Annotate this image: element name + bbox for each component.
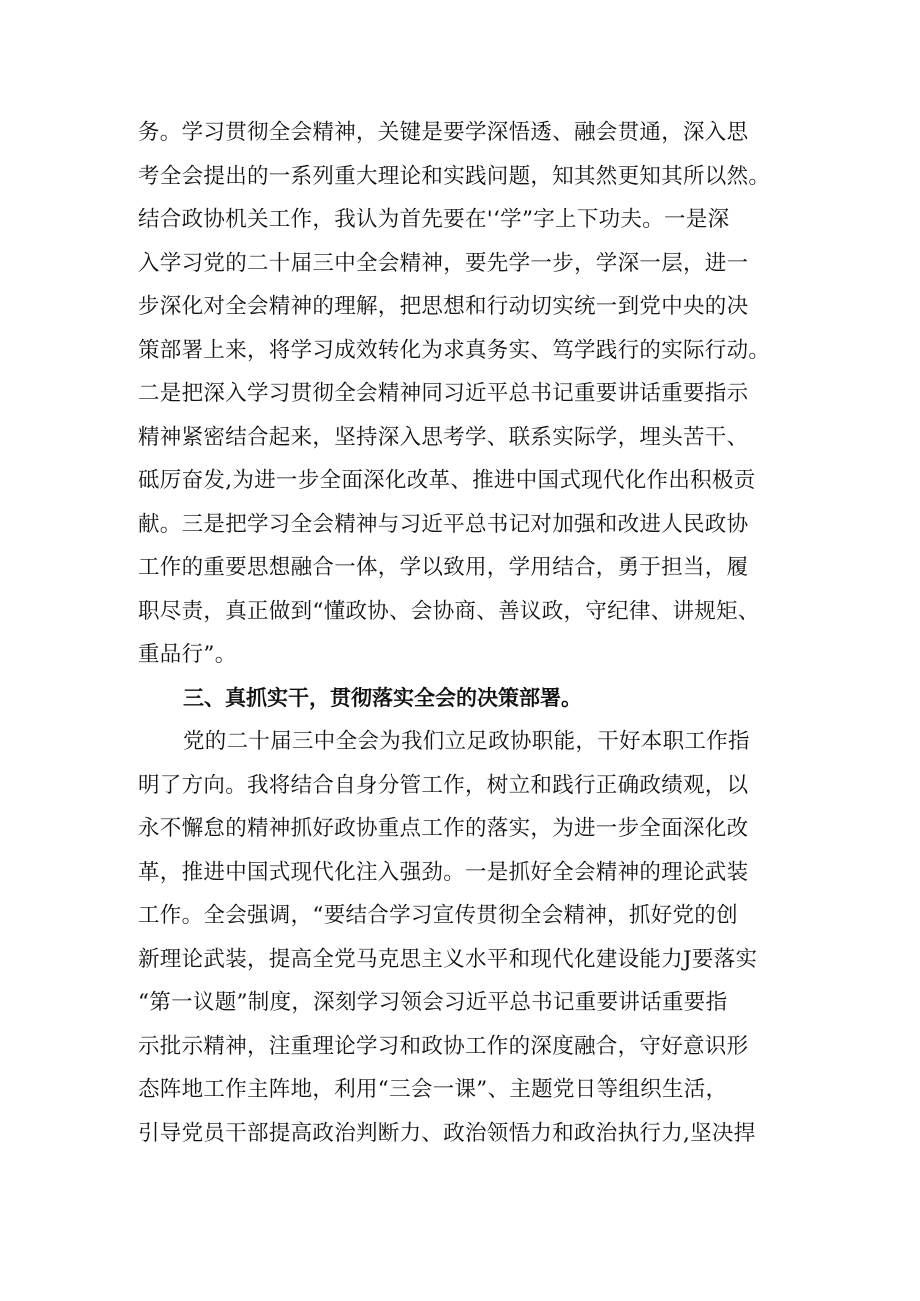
text-line: 重品行”。: [138, 642, 237, 667]
text-line: 引导党员干部提高政治判断力、政治领悟力和政治执行力,坚决捍: [138, 1120, 756, 1146]
text-line: 精神紧密结合起来，坚持深入思考学、联系实际学，埋头苦干、: [138, 424, 749, 450]
text-line: 考全会提出的一系列重大理论和实践问题，知其然更知其所以然。: [138, 163, 771, 189]
text-line: 明了方向。我将结合自身分管工作，树立和践行正确政绩观，以: [138, 772, 749, 798]
paragraph-first-line: 党的二十届三中全会为我们立足政协职能，干好本职工作指: [183, 729, 750, 754]
text-line: 二是把深入学习贯彻全会精神同习近平总书记重要讲话重要指示: [138, 381, 749, 406]
text-line: 献。三是把学习全会精神与习近平总书记对加强和改进人民政协: [138, 511, 749, 537]
text-line: 入学习党的二十届三中全会精神，要先学一步，学深一层，进一: [138, 250, 749, 276]
text-line: 态阵地工作主阵地，利用“三会一课”、主题党日等组织生活，: [138, 1077, 728, 1102]
text-line: 职尽责，真正做到“懂政协、会协商、善议政，守纪律、讲规矩、: [138, 598, 760, 624]
text-line: “第一议题”制度，深刻学习领会习近平总书记重要讲话重要指: [138, 990, 728, 1015]
text-line: 革，推进中国式现代化注入强劲。一是抓好全会精神的理论武装: [138, 859, 749, 885]
text-line: 步深化对全会精神的理解，把思想和行动切实统一到党中央的决: [138, 294, 749, 319]
text-line: 永不懈怠的精神抓好政协重点工作的落实，为进一步全面深化改: [138, 816, 749, 841]
text-line: 务。学习贯彻全会精神，关键是要学深悟透、融会贯通，深入思: [138, 120, 749, 145]
text-line: 结合政协机关工作，我认为首先要在'‘学”字上下功夫。一是深: [138, 207, 730, 232]
text-line: 工作。全会强调，“要结合学习宣传贯彻全会精神，抓好党的创: [138, 903, 738, 928]
section-heading: 三、真抓实干，贯彻落实全会的决策部署。: [183, 685, 582, 710]
text-line: 示批示精神，注重理论学习和政协工作的深度融合，守好意识形: [138, 1033, 749, 1059]
text-line: 工作的重要思想融合一体，学以致用，学用结合，勇于担当，履: [138, 555, 749, 580]
text-line: 新理论武装，提高全党马克思主义水平和现代化建设能力J要落实: [138, 946, 758, 972]
text-line: 策部署上来，将学习成效转化为求真务实、笃学践行的实际行动。: [138, 337, 771, 363]
document-body: [138, 111, 800, 1155]
text-line: 砥厉奋发,为进一步全面深化改革、推进中国式现代化作出积极贡: [138, 468, 756, 493]
